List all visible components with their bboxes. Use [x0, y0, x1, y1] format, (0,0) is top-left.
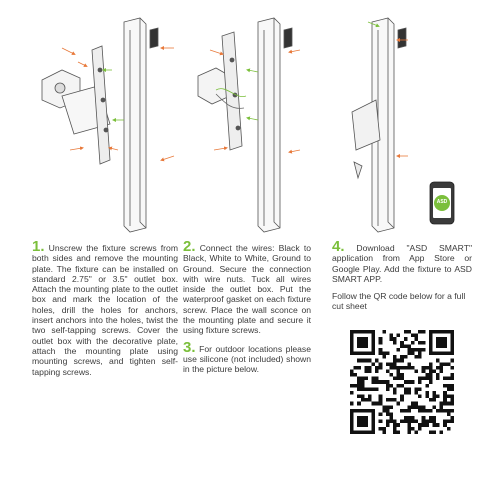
step-4-column — [332, 238, 472, 312]
step-text: For outdoor locations please use silicone (not included) shown in the picture below. — [183, 343, 312, 375]
step-text: Unscrew the fixture screws from both sides and remove the mounting plate. The fixture can be installed on standard 2.75" or 3.5" outlet box. Attach the mounting plate to the outlet box and mark the location of the holes, drill the holes for anchors, insert anchors into the holes, twist the two self-tapping screws. Cover the outlet box with the decorative plate, attach the mounting plate using mounting screws, and tighten self-tapping screws. — [32, 243, 178, 377]
step-2-column — [183, 238, 312, 375]
step-number: 4. — [332, 238, 345, 255]
step-1-illustration — [42, 18, 174, 232]
installation-illustrations — [0, 0, 500, 240]
step-1-column — [32, 238, 178, 377]
step-number: 2. — [183, 238, 196, 255]
qr-note: Follow the QR code below for a full cut sheet — [332, 291, 466, 312]
step-text: Download "ASD SMART" application from App Store or Google Play. Add the fixture to ASD SMART APP. — [332, 243, 472, 284]
step-2-illustration — [198, 18, 300, 232]
app-logo-text: ASD — [436, 199, 448, 205]
step-text: Connect the wires: Black to Black, White to White, Ground to Ground. Secure the connection with wire nuts. Tuck all wires inside the outlet box. Put the waterproof gasket on each fixture screw. Place the wall sconce on the mounting plate and secure it using fixture screws. — [183, 243, 311, 336]
step-number: 3. — [183, 338, 196, 356]
step-number: 1. — [32, 238, 45, 255]
qr-code[interactable] — [350, 330, 454, 434]
